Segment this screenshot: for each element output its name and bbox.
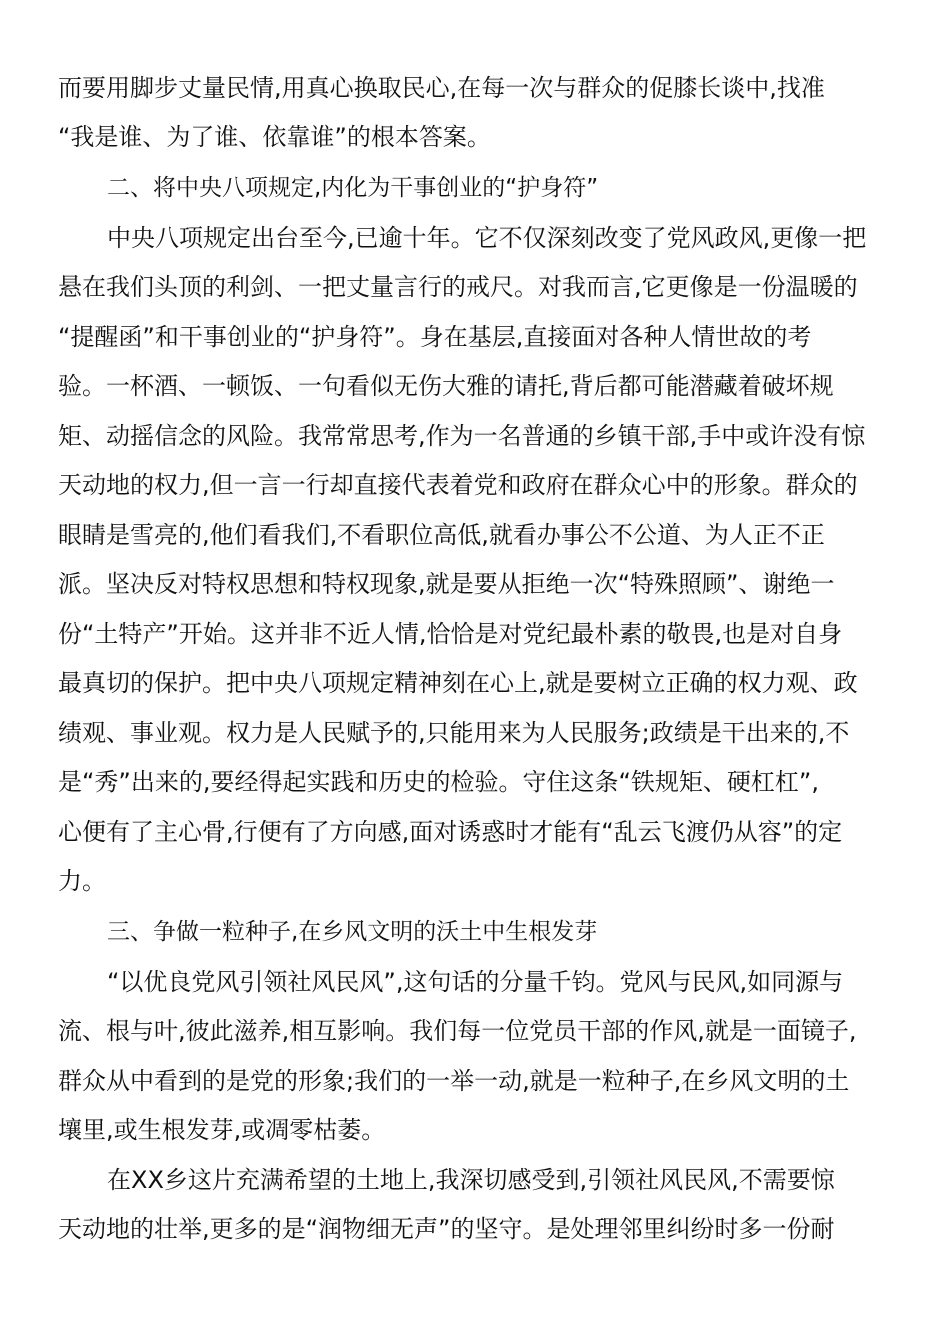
text-line: 是“秀”出来的,要经得起实践和历史的检验。守住这条“铁规矩、硬杠杠”, — [58, 768, 819, 796]
text-line: 验。一杯酒、一顿饭、一句看似无伤大雅的请托,背后都可能潜藏着破坏规 — [58, 372, 834, 400]
text-line: 群众从中看到的是党的形象;我们的一举一动,就是一粒种子,在乡风文明的土 — [58, 1067, 850, 1095]
text-line: 最真切的保护。把中央八项规定精神刻在心上,就是要树立正确的权力观、政 — [58, 669, 858, 697]
text-line: 流、根与叶,彼此滋养,相互影响。我们每一位党员干部的作风,就是一面镜子, — [58, 1017, 857, 1045]
text-line: 壤里,或生根发芽,或凋零枯萎。 — [58, 1116, 386, 1144]
section-heading: 三、争做一粒种子,在乡风文明的沃土中生根发芽 — [107, 919, 598, 945]
text-line: 派。坚决反对特权思想和特权现象,就是要从拒绝一次“特殊照顾”、谢绝一 — [58, 570, 835, 598]
text-line: 眼睛是雪亮的,他们看我们,不看职位高低,就看办事公不公道、为人正不正 — [58, 521, 825, 549]
text-line: 矩、动摇信念的风险。我常常思考,作为一名普通的乡镇干部,手中或许没有惊 — [58, 422, 866, 450]
section-heading: 二、将中央八项规定,内化为干事创业的“护身符” — [107, 175, 599, 201]
text-line: 绩观、事业观。权力是人民赋予的,只能用来为人民服务;政绩是干出来的,不 — [58, 719, 850, 747]
text-line: 心便有了主心骨,行便有了方向感,面对诱惑时才能有“乱云飞渡仍从容”的定 — [58, 818, 843, 846]
text-line: 中央八项规定出台至今,已逾十年。它不仅深刻改变了党风政风,更像一把 — [107, 224, 867, 252]
text-line: 悬在我们头顶的利剑、一把丈量言行的戒尺。对我而言,它更像是一份温暖的 — [58, 273, 858, 301]
text-line: 天动地的权力,但一言一行却直接代表着党和政府在群众心中的形象。群众的 — [58, 471, 858, 499]
text-line: “我是谁、为了谁、依靠谁”的根本答案。 — [58, 123, 491, 151]
text-line: 而要用脚步丈量民情,用真心换取民心,在每一次与群众的促膝长谈中,找准 — [58, 74, 825, 102]
text-line: 在XX乡这片充满希望的土地上,我深切感受到,引领社风民风,不需要惊 — [107, 1166, 835, 1194]
text-line: 天动地的壮举,更多的是“润物细无声”的坚守。是处理邻里纠纷时多一份耐 — [58, 1215, 835, 1243]
text-line: “以优良党风引领社风民风”,这句话的分量千钧。党风与民风,如同源与 — [107, 968, 844, 996]
text-line: “提醒函”和干事创业的“护身符”。身在基层,直接面对各种人情世故的考 — [58, 323, 812, 351]
text-line: 份“土特产”开始。这并非不近人情,恰恰是对党纪最朴素的敬畏,也是对自身 — [58, 620, 843, 648]
text-line: 力。 — [58, 867, 106, 895]
